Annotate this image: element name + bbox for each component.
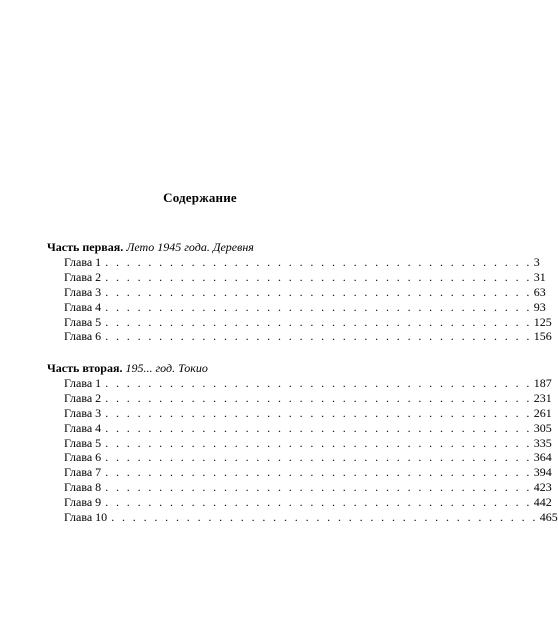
dot-leader: . . . . . . . . . . . . . . . . . . . . . . . . . . . . . . . . . . . . . . . . <box>105 269 532 284</box>
page-number: 465 <box>539 510 558 525</box>
part-label: Часть первая. <box>47 240 124 254</box>
chapter-name: Глава 9 <box>64 495 102 510</box>
toc-entry[interactable] <box>47 420 552 436</box>
part-label: Часть вторая. <box>47 361 123 375</box>
page-number: 364 <box>533 450 552 465</box>
toc-part-1 <box>47 240 552 344</box>
part-subtitle: 195... год. Токио <box>125 361 208 375</box>
dot-leader: . . . . . . . . . . . . . . . . . . . . . . . . . . . . . . . . . . . . . . . . <box>105 329 532 344</box>
page-number: 442 <box>533 495 552 510</box>
toc-entry[interactable] <box>47 269 546 285</box>
toc-entry[interactable] <box>47 329 552 344</box>
toc-entry[interactable] <box>47 495 552 510</box>
toc-entry[interactable] <box>47 465 552 480</box>
toc-entry[interactable] <box>47 376 552 391</box>
toc-entry[interactable] <box>47 314 552 330</box>
chapter-name: Глава 2 <box>64 390 102 405</box>
dot-leader: . . . . . . . . . . . . . . . . . . . . . . . . . . . . . . . . . . . . . . . . <box>111 510 538 525</box>
page-number: 93 <box>533 299 546 314</box>
page-number: 125 <box>533 314 552 329</box>
toc-entry[interactable] <box>47 390 552 406</box>
dot-leader: . . . . . . . . . . . . . . . . . . . . . . . . . . . . . . . . . . . . . . . . <box>105 450 532 465</box>
chapter-name: Глава 5 <box>64 314 102 329</box>
chapter-name: Глава 1 <box>64 376 102 390</box>
chapter-name: Глава 2 <box>64 269 102 284</box>
part-heading <box>47 361 333 376</box>
dot-leader: . . . . . . . . . . . . . . . . . . . . . . . . . . . . . . . . . . . . . . . . <box>105 465 532 480</box>
dot-leader: . . . . . . . . . . . . . . . . . . . . . . . . . . . . . . . . . . . . . . . . <box>105 376 532 390</box>
chapter-name: Глава 6 <box>64 450 102 465</box>
chapter-name: Глава 3 <box>64 405 102 420</box>
toc-entry[interactable] <box>47 255 540 270</box>
chapter-name: Глава 1 <box>64 255 102 269</box>
toc-entry[interactable] <box>47 480 552 495</box>
chapter-name: Глава 5 <box>64 435 102 450</box>
toc-entry[interactable] <box>47 450 552 465</box>
chapter-name: Глава 4 <box>64 299 102 314</box>
dot-leader: . . . . . . . . . . . . . . . . . . . . . . . . . . . . . . . . . . . . . . . . <box>105 420 532 435</box>
chapter-name: Глава 3 <box>64 284 102 299</box>
dot-leader: . . . . . . . . . . . . . . . . . . . . . . . . . . . . . . . . . . . . . . . . <box>105 314 532 329</box>
dot-leader: . . . . . . . . . . . . . . . . . . . . . . . . . . . . . . . . . . . . . . . . <box>105 390 532 405</box>
chapter-name: Глава 4 <box>64 420 102 435</box>
dot-leader: . . . . . . . . . . . . . . . . . . . . . . . . . . . . . . . . . . . . . . . . <box>105 299 532 314</box>
toc-part-2 <box>47 361 558 525</box>
part-heading <box>47 240 333 255</box>
page-number: 394 <box>533 465 552 480</box>
toc-entry[interactable] <box>47 510 558 525</box>
chapter-name: Глава 8 <box>64 480 102 495</box>
chapter-list <box>47 255 552 344</box>
page-number: 305 <box>533 420 552 435</box>
page-number: 156 <box>533 329 552 344</box>
dot-leader: . . . . . . . . . . . . . . . . . . . . . . . . . . . . . . . . . . . . . . . . <box>105 405 532 420</box>
dot-leader: . . . . . . . . . . . . . . . . . . . . . . . . . . . . . . . . . . . . . . . . <box>105 495 532 510</box>
chapter-list <box>47 376 558 525</box>
dot-leader: . . . . . . . . . . . . . . . . . . . . . . . . . . . . . . . . . . . . . . . . <box>105 255 532 269</box>
toc-entry[interactable] <box>47 435 552 451</box>
toc-entry[interactable] <box>47 299 546 315</box>
chapter-name: Глава 6 <box>64 329 102 344</box>
chapter-name: Глава 7 <box>64 465 102 480</box>
page-number: 63 <box>533 284 546 299</box>
page-number: 31 <box>533 269 546 284</box>
toc-entry[interactable] <box>47 284 546 300</box>
part-subtitle: Лето 1945 года. Деревня <box>126 240 254 254</box>
dot-leader: . . . . . . . . . . . . . . . . . . . . . . . . . . . . . . . . . . . . . . . . <box>105 284 532 299</box>
dot-leader: . . . . . . . . . . . . . . . . . . . . . . . . . . . . . . . . . . . . . . . . <box>105 480 532 495</box>
page-number: 3 <box>533 255 540 269</box>
chapter-name: Глава 10 <box>64 510 108 525</box>
dot-leader: . . . . . . . . . . . . . . . . . . . . . . . . . . . . . . . . . . . . . . . . <box>105 435 532 450</box>
page-number: 335 <box>533 435 552 450</box>
page-number: 187 <box>533 376 552 390</box>
page-title: Содержание <box>163 190 237 205</box>
toc-entry[interactable] <box>47 405 552 421</box>
page-number: 231 <box>533 390 552 405</box>
page-number: 261 <box>533 405 552 420</box>
page-number: 423 <box>533 480 552 495</box>
